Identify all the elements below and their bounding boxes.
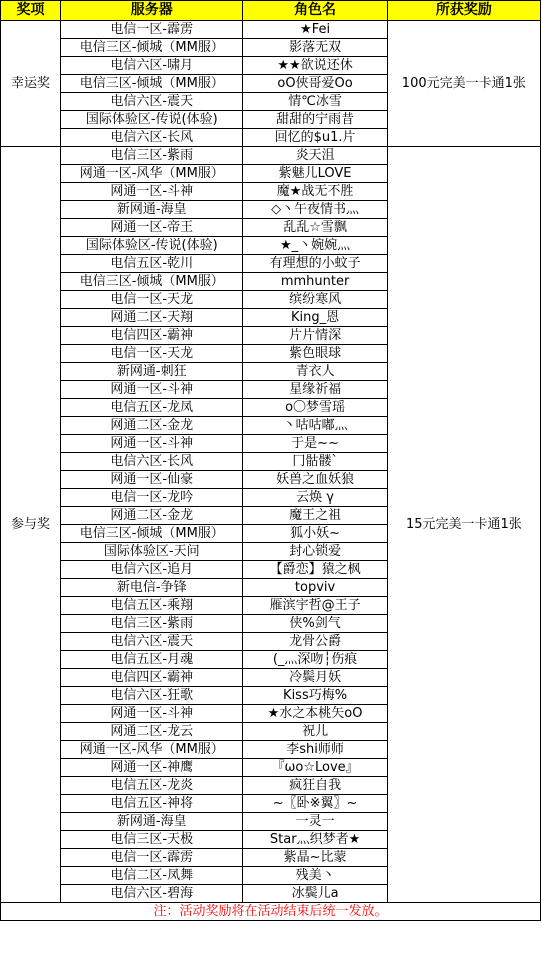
- role-name-cell: 『ωo☆Love』: [243, 759, 387, 777]
- table-body: [1, 21, 541, 903]
- role-name-cell: 侠%剑气: [243, 615, 387, 633]
- role-name-cell: ★_丶婉婉灬: [243, 237, 387, 255]
- role-name-cell: 片片情深: [243, 327, 387, 345]
- server-cell: 电信一区-天龙: [61, 345, 243, 363]
- role-name-cell: 雁滨宇哲@王子: [243, 597, 387, 615]
- role-name-cell: 疯狂自我: [243, 777, 387, 795]
- role-name-cell: ◇丶午夜情书灬: [243, 201, 387, 219]
- server-cell: 电信六区-碧海: [61, 885, 243, 903]
- role-name-cell: ★水之本桃矢oO: [243, 705, 387, 723]
- server-cell: 电信六区-追月: [61, 561, 243, 579]
- server-cell: 电信六区-长风: [61, 453, 243, 471]
- server-cell: 新网通-海皇: [61, 813, 243, 831]
- role-name-cell: 封心锁爱: [243, 543, 387, 561]
- lucky-category-cell: 幸运奖: [1, 21, 61, 147]
- role-name-cell: 李shi师师: [243, 741, 387, 759]
- role-name-cell: topviv: [243, 579, 387, 597]
- role-name-cell: 丶咕咕嘟灬: [243, 417, 387, 435]
- server-cell: 国际体验区-天问: [61, 543, 243, 561]
- server-cell: 电信一区-霹雳: [61, 21, 243, 39]
- server-cell: 网通二区-龙云: [61, 723, 243, 741]
- server-cell: 网通二区-金龙: [61, 417, 243, 435]
- role-name-cell: ~〖卧※翼〗~: [243, 795, 387, 813]
- server-cell: 电信三区-天极: [61, 831, 243, 849]
- role-name-cell: 甜甜的宁雨昔: [243, 111, 387, 129]
- role-name-cell: 紫晶~比蒙: [243, 849, 387, 867]
- role-name-cell: 有理想的小蚊子: [243, 255, 387, 273]
- header-category: 奖项: [1, 1, 61, 21]
- role-name-cell: 云焕 γ: [243, 489, 387, 507]
- server-cell: 新网通-海皇: [61, 201, 243, 219]
- server-cell: 新网通-刺狂: [61, 363, 243, 381]
- server-cell: 电信六区-啸月: [61, 57, 243, 75]
- server-cell: 电信六区-长风: [61, 129, 243, 147]
- role-name-cell: 青衣人: [243, 363, 387, 381]
- server-cell: 电信三区-倾城（MM服）: [61, 39, 243, 57]
- role-name-cell: 冂骷髅`: [243, 453, 387, 471]
- role-name-cell: 缤纷寒风: [243, 291, 387, 309]
- server-cell: 电信三区-紫雨: [61, 147, 243, 165]
- server-cell: 电信六区-震天: [61, 93, 243, 111]
- table-row: [1, 21, 541, 39]
- server-cell: 网通一区-仙豪: [61, 471, 243, 489]
- server-cell: 电信二区-凤舞: [61, 867, 243, 885]
- server-cell: 电信三区-倾城（MM服）: [61, 75, 243, 93]
- role-name-cell: 魔王之祖: [243, 507, 387, 525]
- header-role: 角色名: [243, 1, 387, 21]
- role-name-cell: 【爵恋】猿之枫: [243, 561, 387, 579]
- role-name-cell: ★Fei: [243, 21, 387, 39]
- participation-category-cell: 参与奖: [1, 147, 61, 903]
- role-name-cell: ★★欲说还休: [243, 57, 387, 75]
- header-prize: 所获奖励: [387, 1, 540, 21]
- header-row: [1, 1, 541, 21]
- server-cell: 网通一区-斗神: [61, 705, 243, 723]
- role-name-cell: 星缘祈福: [243, 381, 387, 399]
- role-name-cell: mmhunter: [243, 273, 387, 291]
- role-name-cell: 紫色眼球: [243, 345, 387, 363]
- role-name-cell: Kiss巧梅%: [243, 687, 387, 705]
- server-cell: 电信五区-神将: [61, 795, 243, 813]
- footer-row: [1, 903, 541, 921]
- server-cell: 电信三区-倾城（MM服）: [61, 525, 243, 543]
- server-cell: 电信三区-倾城（MM服）: [61, 273, 243, 291]
- server-cell: 国际体验区-传说(体验): [61, 237, 243, 255]
- server-cell: 电信六区-震天: [61, 633, 243, 651]
- footer-note: 注：活动奖励将在活动结束后统一发放。: [1, 903, 541, 921]
- server-cell: 新电信-争锋: [61, 579, 243, 597]
- role-name-cell: 乱乱☆雪飘: [243, 219, 387, 237]
- server-cell: 网通一区-帝王: [61, 219, 243, 237]
- server-cell: 网通一区-风华（MM服）: [61, 165, 243, 183]
- server-cell: 电信一区-霹雳: [61, 849, 243, 867]
- role-name-cell: 回忆的$u1.片: [243, 129, 387, 147]
- role-name-cell: 冰鬓儿a: [243, 885, 387, 903]
- lucky-prize-cell: 100元完美一卡通1张: [387, 21, 540, 147]
- role-name-cell: 龙骨公爵: [243, 633, 387, 651]
- role-name-cell: 残美丶: [243, 867, 387, 885]
- role-name-cell: King_恩: [243, 309, 387, 327]
- server-cell: 网通一区-斗神: [61, 183, 243, 201]
- table-row: [1, 147, 541, 165]
- role-name-cell: 狐小妖~: [243, 525, 387, 543]
- role-name-cell: 冷鬓月妖: [243, 669, 387, 687]
- server-cell: 网通二区-天翔: [61, 309, 243, 327]
- server-cell: 电信四区-霸神: [61, 669, 243, 687]
- server-cell: 网通一区-神鹰: [61, 759, 243, 777]
- role-name-cell: 于是~~: [243, 435, 387, 453]
- server-cell: 电信一区-龙吟: [61, 489, 243, 507]
- role-name-cell: 影落无双: [243, 39, 387, 57]
- server-cell: 国际体验区-传说(体验): [61, 111, 243, 129]
- participation-prize-cell: 15元完美一卡通1张: [387, 147, 540, 903]
- role-name-cell: 祝儿: [243, 723, 387, 741]
- role-name-cell: 妖兽之血妖狼: [243, 471, 387, 489]
- server-cell: 电信五区-龙炎: [61, 777, 243, 795]
- server-cell: 电信四区-霸神: [61, 327, 243, 345]
- server-cell: 电信五区-龙凤: [61, 399, 243, 417]
- server-cell: 电信五区-乾川: [61, 255, 243, 273]
- server-cell: 网通一区-斗神: [61, 381, 243, 399]
- role-name-cell: (_灬深吻┆伤痕: [243, 651, 387, 669]
- role-name-cell: 炎天沮: [243, 147, 387, 165]
- server-cell: 电信一区-天龙: [61, 291, 243, 309]
- server-cell: 电信三区-紫雨: [61, 615, 243, 633]
- server-cell: 网通二区-金龙: [61, 507, 243, 525]
- role-name-cell: 紫魅儿LOVE: [243, 165, 387, 183]
- server-cell: 网通一区-斗神: [61, 435, 243, 453]
- server-cell: 电信六区-狂歌: [61, 687, 243, 705]
- role-name-cell: oO俠哥爱Oo: [243, 75, 387, 93]
- role-name-cell: 情℃冰雪: [243, 93, 387, 111]
- role-name-cell: 魔★战无不胜: [243, 183, 387, 201]
- server-cell: 电信五区-月魂: [61, 651, 243, 669]
- role-name-cell: 一灵一: [243, 813, 387, 831]
- server-cell: 电信五区-乘翔: [61, 597, 243, 615]
- header-server: 服务器: [61, 1, 243, 21]
- role-name-cell: o〇梦雪瑶: [243, 399, 387, 417]
- server-cell: 网通一区-风华（MM服）: [61, 741, 243, 759]
- role-name-cell: Star灬织梦者★: [243, 831, 387, 849]
